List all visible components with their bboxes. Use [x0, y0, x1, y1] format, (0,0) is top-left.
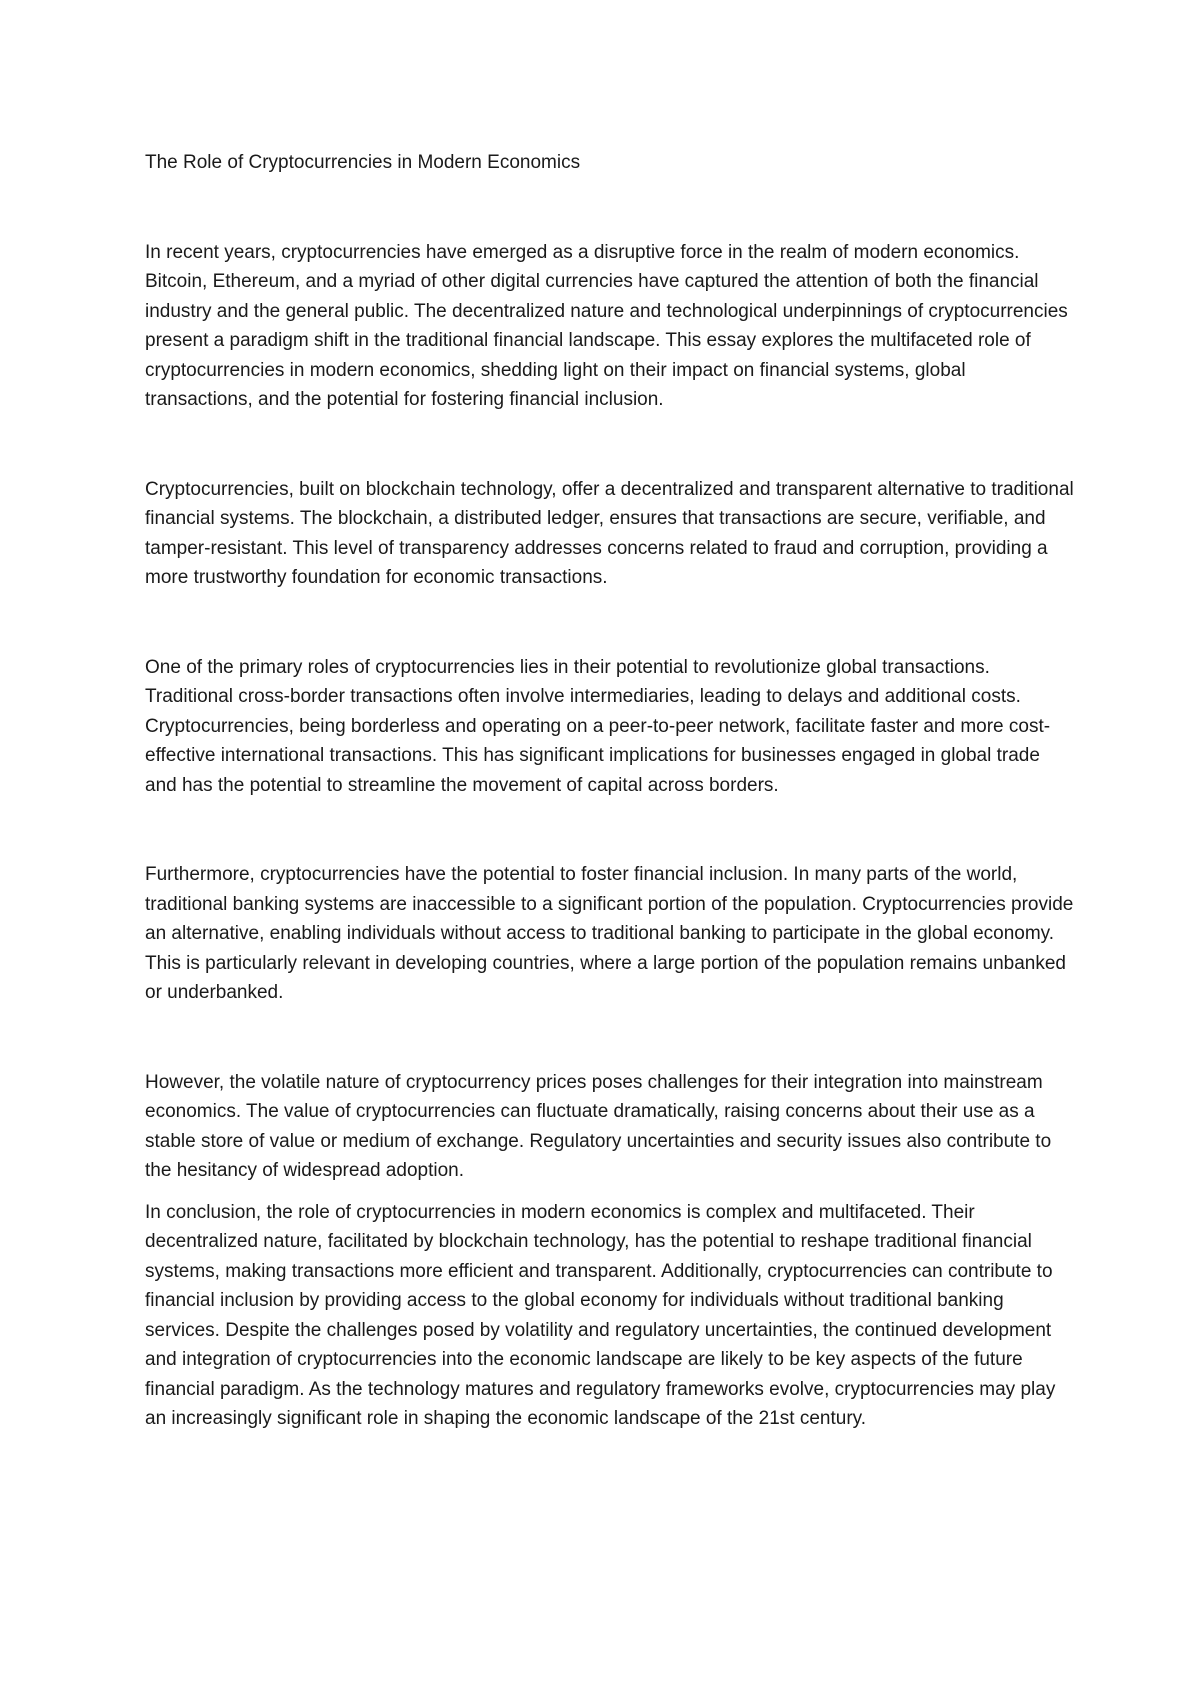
paragraph-financial-inclusion: Furthermore, cryptocurrencies have the potential to foster financial inclusion. In many parts of the world, traditional banking systems are inaccessible to a significant portion of the population. Cryptocurrencies provide an alternative, enabling individuals without access to traditional banking to participate in the global economy. This is particularly relevant in developing countries, where a large portion of the population remains unbanked or underbanked.: [145, 864, 1074, 1003]
spacer: [145, 1186, 1075, 1198]
spacer: [145, 593, 1075, 653]
spacer: [145, 1008, 1075, 1068]
paragraph-blockchain: Cryptocurrencies, built on blockchain technology, offer a decentralized and transparent alternative to traditional financial systems. The blockchain, a distributed ledger, ensures that transactions are secure, verifiable, and tamper-resistant. This level of transparency addresses concerns related to fraud and corruption, providing a more trustworthy foundation for economic transactions.: [145, 478, 1074, 588]
paragraph-intro: In recent years, cryptocurrencies have emerged as a disruptive force in the realm of modern economics. Bitcoin, Ethereum, and a myriad of other digital currencies have captured the attention of both the financial industry and the general public. The decentralized nature and technological underpinnings of cryptocurrencies present a paradigm shift in the traditional financial landscape. This essay explores the multifaceted role of cryptocurrencies in modern economics, shedding light on their impact on financial systems, global transactions, and the potential for fostering financial inclusion.: [145, 241, 1068, 410]
paragraph-volatility: However, the volatile nature of cryptocurrency prices poses challenges for their integration into mainstream economics. The value of cryptocurrencies can fluctuate dramatically, raising concerns about their use as a stable store of value or medium of exchange. Regulatory uncertainties and security issues also contribute to the hesitancy of widespread adoption.: [145, 1071, 1052, 1181]
spacer: [145, 800, 1075, 860]
paragraph-global-transactions: One of the primary roles of cryptocurrencies lies in their potential to revolutionize global transactions. Traditional cross-border transactions often involve intermediaries, leading to delays and additional costs. Cryptocurrencies, being borderless and operating on a peer-to-peer network, facilitate faster and more cost-effective international transactions. This has significant implications for businesses engaged in global trade and has the potential to streamline the movement of capital across borders.: [145, 656, 1051, 796]
paragraph-conclusion: In conclusion, the role of cryptocurrencies in modern economics is complex and multifaceted. Their decentralized nature, facilitated by blockchain technology, has the potential to reshape traditional financial systems, making transactions more efficient and transparent. Additionally, cryptocurrencies can contribute to financial inclusion by providing access to the global economy for individuals without traditional banking services. Despite the challenges posed by volatility and regulatory uncertainties, the continued development and integration of cryptocurrencies into the economic landscape are likely to be key aspects of the future financial paradigm. As the technology matures and regulatory frameworks evolve, cryptocurrencies may play an increasingly significant role in shaping the economic landscape of the 21st century.: [145, 1201, 1056, 1429]
document-body: [145, 148, 1075, 1434]
spacer: [145, 415, 1075, 475]
document-title: The Role of Cryptocurrencies in Modern Economics: [145, 152, 581, 173]
spacer: [145, 178, 1075, 238]
